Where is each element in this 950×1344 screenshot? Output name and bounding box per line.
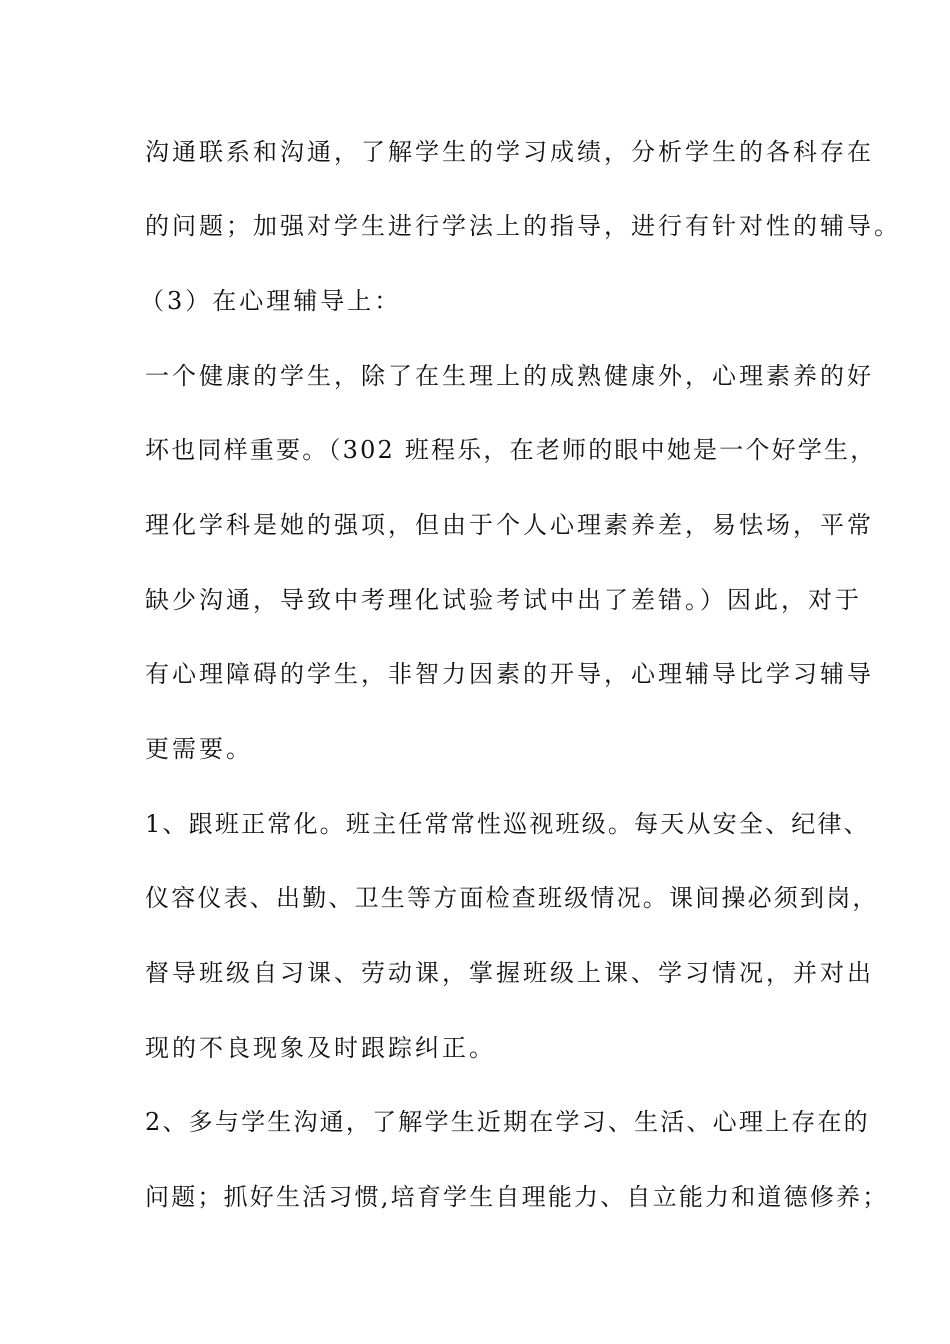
text-line-1: 沟通联系和沟通，了解学生的学习成绩，分析学生的各科存在 [145, 138, 874, 166]
text-line-10: 1、跟班正常化。班主任常常性巡视班级。每天从安全、纪律、 [145, 810, 870, 838]
text-line-4: 一个健康的学生，除了在生理上的成熟健康外，心理素养的好 [145, 362, 874, 390]
text-line-14: 2、多与学生沟通，了解学生近期在学习、生活、心理上存在的 [145, 1108, 870, 1136]
text-line-12: 督导班级自习课、劳动课，掌握班级上课、学习情况，并对出 [145, 959, 874, 987]
text-line-13: 现的不良现象及时跟踪纠正。 [145, 1034, 496, 1062]
text-line-7: 缺少沟通，导致中考理化试验考试中出了差错。）因此，对于 [145, 586, 862, 614]
text-line-11: 仪容仪表、出勤、卫生等方面检查班级情况。课间操必须到岗， [145, 884, 879, 912]
text-line-5: 坏也同样重要。（302 班程乐，在老师的眼中她是一个好学生， [145, 436, 877, 464]
text-line-9: 更需要。 [145, 735, 253, 763]
text-line-6: 理化学科是她的强项，但由于个人心理素养差，易怯场，平常 [145, 511, 874, 539]
text-line-2: 的问题；加强对学生进行学法上的指导，进行有针对性的辅导。 [145, 212, 901, 240]
text-line-15: 问题；抓好生活习惯,培育学生自理能力、自立能力和道德修养； [145, 1183, 889, 1211]
text-line-3: （3）在心理辅导上： [140, 287, 402, 315]
text-line-8: 有心理障碍的学生，非智力因素的开导，心理辅导比学习辅导 [145, 660, 874, 688]
